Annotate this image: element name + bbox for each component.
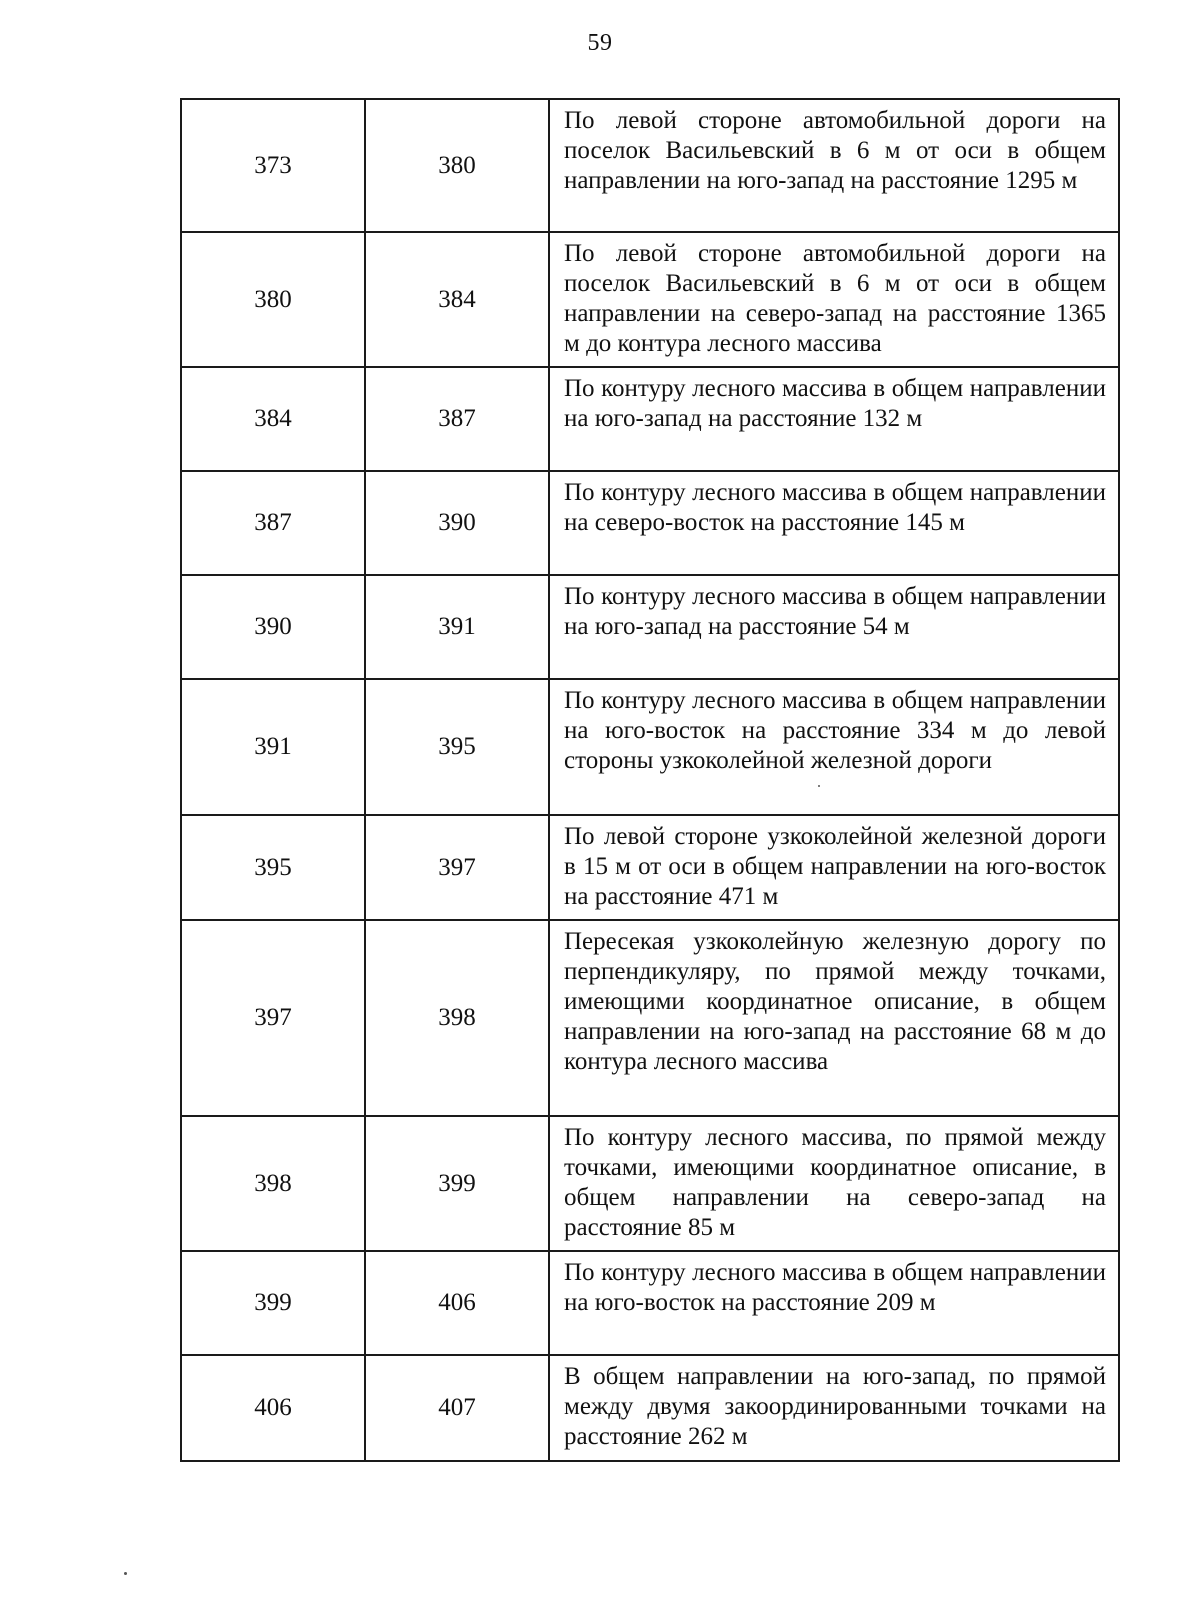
to-point-cell: 387 <box>365 367 549 471</box>
table-row <box>181 815 1119 920</box>
scan-speck <box>818 785 820 787</box>
from-point-cell: 397 <box>181 920 365 1116</box>
boundary-table <box>180 98 1120 1462</box>
from-point-cell: 390 <box>181 575 365 679</box>
description-cell: По контуру лесного массива в общем направлении на юго-запад на расстояние 132 м <box>549 367 1119 471</box>
to-point-cell: 406 <box>365 1251 549 1355</box>
table-row <box>181 99 1119 232</box>
from-point-cell: 395 <box>181 815 365 920</box>
from-point-cell: 387 <box>181 471 365 575</box>
description-cell: В общем направлении на юго-запад, по прямой между двумя закоординированными точками на расстояние 262 м <box>549 1355 1119 1461</box>
table-row <box>181 679 1119 815</box>
description-cell: По контуру лесного массива в общем направлении на юго-запад на расстояние 54 м <box>549 575 1119 679</box>
boundary-table-body <box>181 99 1119 1461</box>
to-point-cell: 407 <box>365 1355 549 1461</box>
from-point-cell: 398 <box>181 1116 365 1251</box>
to-point-cell: 390 <box>365 471 549 575</box>
to-point-cell: 398 <box>365 920 549 1116</box>
description-cell: По левой стороне автомобильной дороги на поселок Васильевский в 6 м от оси в общем направлении на северо-запад на расстояние 1365 м до контура лесного массива <box>549 232 1119 367</box>
table-row <box>181 1251 1119 1355</box>
page-number: 59 <box>587 30 613 56</box>
scan-speck <box>124 1572 127 1575</box>
from-point-cell: 406 <box>181 1355 365 1461</box>
table-row <box>181 232 1119 367</box>
to-point-cell: 395 <box>365 679 549 815</box>
description-cell: Пересекая узкоколейную железную дорогу по перпендикуляру, по прямой между точками, имеющими координатное описание, в общем направлении на юго-запад на расстояние 68 м до контура лесного массива <box>549 920 1119 1116</box>
description-cell: По контуру лесного массива в общем направлении на северо-восток на расстояние 145 м <box>549 471 1119 575</box>
from-point-cell: 384 <box>181 367 365 471</box>
from-point-cell: 391 <box>181 679 365 815</box>
to-point-cell: 384 <box>365 232 549 367</box>
to-point-cell: 397 <box>365 815 549 920</box>
from-point-cell: 380 <box>181 232 365 367</box>
table-row <box>181 1116 1119 1251</box>
to-point-cell: 391 <box>365 575 549 679</box>
table-row <box>181 575 1119 679</box>
description-cell: По контуру лесного массива, по прямой между точками, имеющими координатное описание, в общем направлении на северо-запад на расстояние 85 м <box>549 1116 1119 1251</box>
from-point-cell: 399 <box>181 1251 365 1355</box>
table-row <box>181 920 1119 1116</box>
description-cell: По контуру лесного массива в общем направлении на юго-восток на расстояние 334 м до левой стороны узкоколейной железной дороги <box>549 679 1119 815</box>
description-cell: По левой стороне автомобильной дороги на поселок Васильевский в 6 м от оси в общем направлении на юго-запад на расстояние 1295 м <box>549 99 1119 232</box>
table-row <box>181 367 1119 471</box>
table-row <box>181 1355 1119 1461</box>
table-row <box>181 471 1119 575</box>
to-point-cell: 380 <box>365 99 549 232</box>
from-point-cell: 373 <box>181 99 365 232</box>
to-point-cell: 399 <box>365 1116 549 1251</box>
description-cell: По контуру лесного массива в общем направлении на юго-восток на расстояние 209 м <box>549 1251 1119 1355</box>
description-cell: По левой стороне узкоколейной железной дороги в 15 м от оси в общем направлении на юго-восток на расстояние 471 м <box>549 815 1119 920</box>
